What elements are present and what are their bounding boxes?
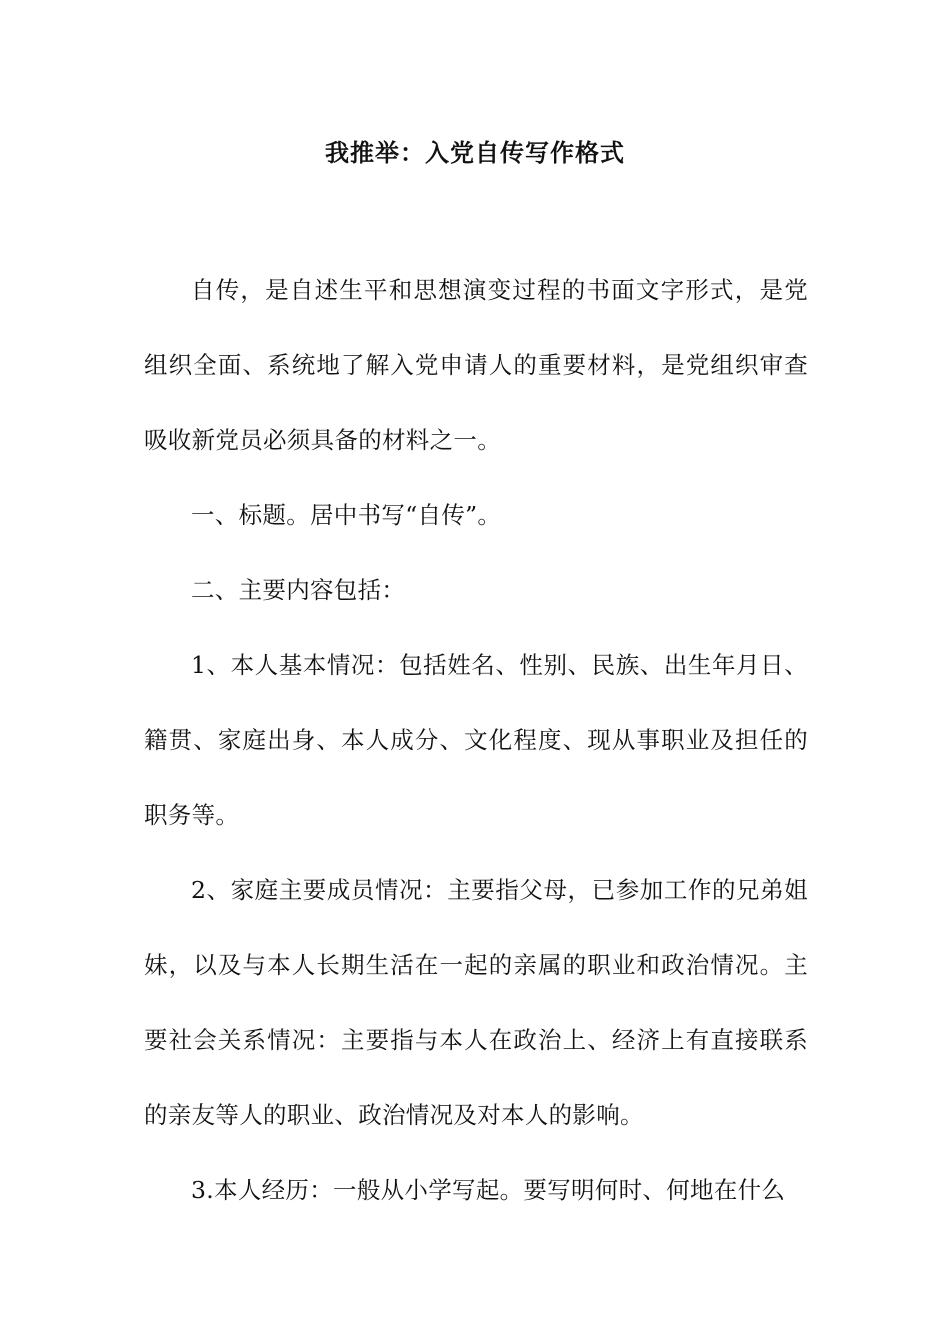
paragraph-main-content: 二、主要内容包括： — [191, 576, 406, 604]
paragraph-basic-info: 1、本人基本情况：包括姓名、性别、民族、出生年月日、籍贯、家庭出身、本人成分、文化程度、现从事职业及担任的职务等。 — [144, 651, 808, 829]
document-title: 我推举：入党自传写作格式 — [325, 139, 625, 167]
paragraph-title-section: 一、标题。居中书写“自传”。 — [191, 501, 502, 529]
paragraph-intro: 自传，是自述生平和思想演变过程的书面文字形式，是党组织全面、系统地了解入党申请人的重要材料，是党组织审查吸收新党员必须具备的材料之一。 — [144, 276, 808, 454]
paragraph-family-info: 2、家庭主要成员情况：主要指父母，已参加工作的兄弟姐妹，以及与本人长期生活在一起的亲属的职业和政治情况。主要社会关系情况：主要指与本人在政治上、经济上有直接联系的亲友等人的职业、政治情况及对本人的影响。 — [144, 876, 808, 1129]
document-body — [144, 253, 808, 1228]
paragraph-experience: 3.本人经历：一般从小学写起。要写明何时、何地在什么 — [191, 1176, 786, 1204]
